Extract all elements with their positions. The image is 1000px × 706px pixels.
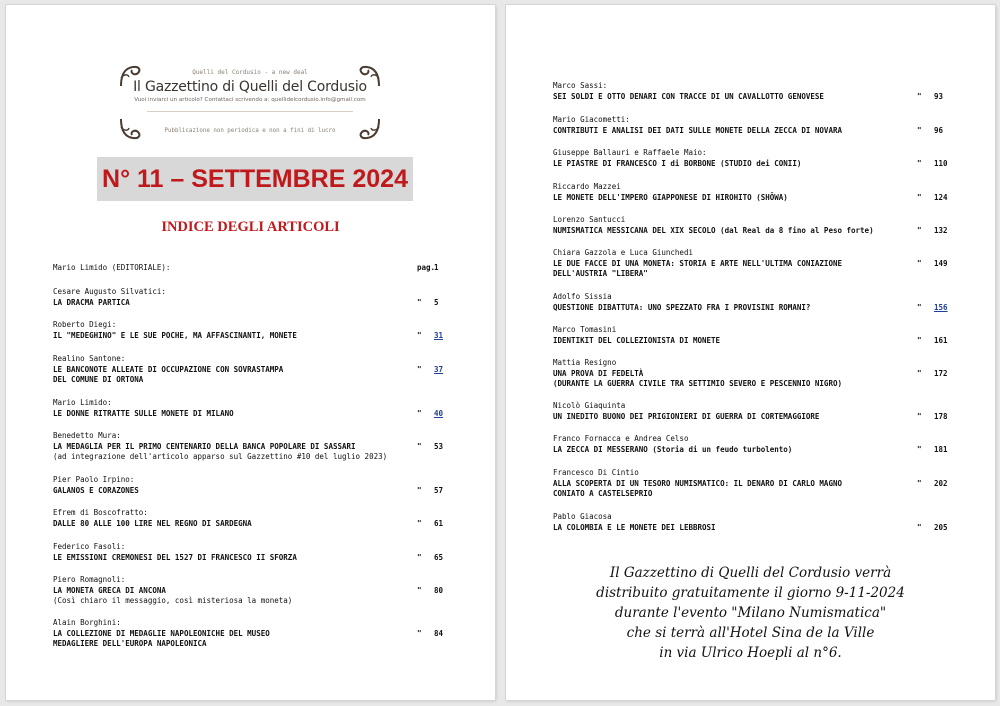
page-label: " [917,192,922,202]
article-author: Chiara Gazzola e Luca Giunchedi [553,248,693,257]
article-note: (ad integrazione dell'articolo apparso sul Gazzettino #10 del luglio 2023) [53,452,388,462]
page-number: 1 [434,263,439,272]
article-title: LA MONETA GRECA DI ANCONA [53,585,166,595]
index-title: INDICE DEGLI ARTICOLI [161,219,340,235]
article-author: Piero Romagnoli: [53,575,126,584]
announcement-line: che si terrà all'Hotel Sina de la Ville [626,625,875,641]
article-title: CONTRIBUTI E ANALISI DEI DATI SULLE MONETE DELLA ZECCA DI NOVARA [553,125,842,135]
article-author: Federico Fasoli: [53,542,126,551]
page-label: " [917,411,922,421]
page-label: " [417,441,422,451]
article-entry [53,263,170,274]
article-author: Benedetto Mura: [53,431,121,440]
article-author: Mario Limido (EDITORIALE): [53,263,171,272]
article-title: LE MONETE DELL'IMPERO GIAPPONESE DI HIROHITO (SHŌWA) [553,192,788,202]
page-number: 65 [434,552,444,562]
article-entry [553,434,792,455]
article-entry [53,431,387,463]
page-label: " [417,552,422,562]
article-title: MEDAGLIERE DELL'EUROPA NAPOLEONICA [53,639,207,649]
article-title: IDENTIKIT DEL COLLEZIONISTA DI MONETE [553,335,721,345]
page-left [6,5,495,700]
page-label: " [417,628,422,638]
page-number: 61 [434,518,444,528]
article-author: Mario Giacometti: [553,115,630,124]
article-entry [553,358,842,390]
article-entry [553,512,716,533]
page-number: 5 [434,297,439,307]
article-entry [553,292,810,313]
article-entry [53,508,252,529]
page-label: " [917,335,922,345]
article-author: Cesare Augusto Silvatici: [53,287,166,296]
masthead-publication-note: Pubblicazione non periodica e non a fini di lucro [164,128,336,134]
announcement-line: durante l'evento "Milano Numismatica" [614,605,887,621]
article-title: LE EMISSIONI CREMONESI DEL 1527 DI FRANCESCO II SFORZA [53,552,297,562]
article-title: DEL COMUNE DI ORTONA [53,375,144,385]
article-title: LA COLLEZIONE DI MEDAGLIE NAPOLEONICHE DEL MUSEO [53,628,270,638]
page-number: 93 [934,91,944,101]
article-title: LE DONNE RITRATTE SULLE MONETE DI MILANO [53,408,234,418]
article-author: Alain Borghini: [53,618,121,627]
article-title: LE DUE FACCE DI UNA MONETA: STORIA E ARTE NELL'ULTIMA CONIAZIONE [553,258,842,268]
article-entry [53,287,166,308]
article-title: LA COLOMBIA E LE MONETE DEI LEBBROSI [553,522,716,532]
article-author: Marco Tomasini [553,325,617,334]
article-author: Adolfo Sissia [553,292,612,301]
article-entry [553,325,720,346]
article-note: (Così chiaro il messaggio, così misteriosa la moneta) [53,596,293,606]
article-author: Pier Paolo Irpino: [53,475,135,484]
page-number: 205 [934,522,948,532]
article-entry [53,475,139,496]
article-entry [553,468,842,500]
masthead [119,64,381,141]
page-number[interactable]: 31 [434,330,444,340]
page-label: " [917,258,922,268]
page-number: 178 [934,411,948,421]
article-title: LA DRACMA PARTICA [53,297,130,307]
article-author: Mattia Resigno [553,358,617,367]
page-number: 96 [934,125,944,135]
masthead-title: Il Gazzettino di Quelli del Cordusio [133,79,367,95]
article-author: Efrem di Boscofratto: [53,508,148,517]
article-entry [53,354,283,386]
article-author: Marco Sassi: [553,81,608,90]
masthead-tagline: Quelli del Cordusio - a new deal [192,69,308,76]
article-entry [553,401,819,422]
page-label: " [417,518,422,528]
article-author: Franco Fornacca e Andrea Celso [553,434,689,443]
page-number: 57 [434,485,444,495]
page-number: 202 [934,478,948,488]
article-title: CONIATO A CASTELSEPRIO [553,489,653,499]
page-number: 53 [434,441,444,451]
page-label: " [917,368,922,378]
article-entry [553,248,842,280]
announcement-line: in via Ulrico Hoepli al n°6. [659,645,842,661]
page-label: " [917,522,922,532]
page-label: " [917,91,922,101]
article-entry [553,182,788,203]
article-author: Lorenzo Santucci [553,215,626,224]
article-title: UNA PROVA DI FEDELTÀ [553,368,644,378]
issue-title: N° 11 – SETTEMBRE 2024 [102,165,408,193]
page-label: pag. [417,263,436,272]
page-label: " [417,297,422,307]
article-title: LA MEDAGLIA PER IL PRIMO CENTENARIO DELLA BANCA POPOLARE DI SASSARI [53,441,356,451]
page-number: 161 [934,335,948,345]
announcement-line: Il Gazzettino di Quelli del Cordusio verrà [609,565,892,581]
page-number: 124 [934,192,948,202]
issue-banner [97,157,413,201]
page-label: " [917,225,922,235]
event-announcement [506,563,995,663]
article-entry [553,215,874,236]
article-entry [53,575,292,607]
page-number: 172 [934,368,948,378]
page-number: 110 [934,158,948,168]
page-label: " [917,158,922,168]
page-number[interactable]: 37 [434,364,444,374]
page-label: " [417,364,422,374]
article-title: LE BANCONOTE ALLEATE DI OCCUPAZIONE CON SOVRASTAMPA [53,364,284,374]
article-author: Riccardo Mazzei [553,182,621,191]
page-number: 181 [934,444,948,454]
article-title: NUMISMATICA MESSICANA DEL XIX SECOLO (dal Real da 8 fino al Peso forte) [553,225,874,235]
page-number[interactable]: 40 [434,408,444,418]
article-entry [53,398,234,419]
article-author: Francesco Di Cintio [553,468,639,477]
article-entry [53,320,297,341]
article-title: DALLE 80 ALLE 100 LIRE NEL REGNO DI SARDEGNA [53,518,252,528]
article-title: LE PIASTRE DI FRANCESCO I di BORBONE (STUDIO dei CONII) [553,158,802,168]
article-author: Realino Santone: [53,354,126,363]
article-title: (DURANTE LA GUERRA CIVILE TRA SETTIMIO SEVERO E PESCENNIO NIGRO) [553,379,842,389]
masthead-contact: Vuoi inviarci un articolo? Contattaci scrivendo a: quellidelcordusio.info@gmail.com [134,97,366,103]
article-author: Giuseppe Ballauri e Raffaele Maio: [553,148,707,157]
article-title: GALANOS E CORAZONES [53,485,139,495]
article-title: QUESTIONE DIBATTUTA: UNO SPEZZATO FRA I PROVISINI ROMANI? [553,302,811,312]
announcement-line: distribuito gratuitamente il giorno 9-11-2024 [596,585,905,601]
article-title: ALLA SCOPERTA DI UN TESORO NUMISMATICO: IL DENARO DI CARLO MAGNO [553,478,842,488]
page-label: " [417,585,422,595]
article-entry [53,542,297,563]
page-number: 80 [434,585,444,595]
page-label: " [417,330,422,340]
article-title: LA ZECCA DI MESSERANO (Storia di un feudo turbolento) [553,444,793,454]
page-label: " [917,444,922,454]
article-author: Mario Limido: [53,398,112,407]
page-label: " [917,478,922,488]
page-number: 132 [934,225,948,235]
article-entry [553,115,842,136]
page-label: " [917,125,922,135]
page-label: " [417,408,422,418]
article-author: Nicolò Giaquinta [553,401,626,410]
article-title: IL "MEDEGHINO" E LE SUE POCHE, MA AFFASCINANTI, MONETE [53,330,297,340]
article-title: SEI SOLDI E OTTO DENARI CON TRACCE DI UN CAVALLOTTO GENOVESE [553,91,824,101]
article-author: Pablo Giacosa [553,512,612,521]
article-entry [553,148,801,169]
article-title: DELL'AUSTRIA "LIBERA" [553,269,648,279]
article-entry [553,81,824,102]
masthead-divider [147,111,353,112]
page-right [506,5,995,700]
page-number: 149 [934,258,948,268]
page-number: 84 [434,628,444,638]
page-label: " [917,302,922,312]
article-entry [53,618,270,650]
article-author: Roberto Diegi: [53,320,117,329]
page-number[interactable]: 156 [934,302,948,312]
page-label: " [417,485,422,495]
article-title: UN INEDITO BUONO DEI PRIGIONIERI DI GUERRA DI CORTEMAGGIORE [553,411,820,421]
